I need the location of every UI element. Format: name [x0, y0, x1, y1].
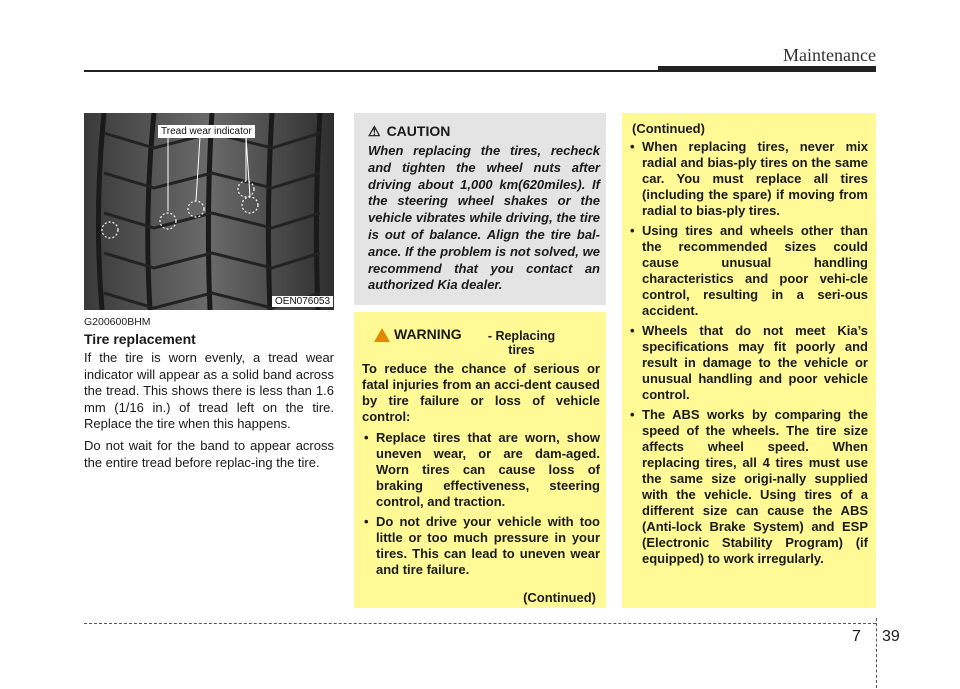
warning-bullet-list	[362, 430, 600, 582]
warning-triangle-icon	[374, 328, 390, 342]
caution-text: When replacing the tires, recheck and tighten the wheel nuts after driving about 1,000 km(620miles). If the steering wheel shakes or the vehicle vibrates while driving, the tire is out of balance. Align the tire bal-ance. If the problem is not solved, we recommend that you contact an authorized Kia dealer.	[368, 143, 600, 293]
header-rule-accent	[658, 66, 876, 71]
footer-rule	[84, 623, 876, 624]
page-header-title: Maintenance	[783, 45, 876, 65]
continued-heading: (Continued)	[632, 121, 705, 136]
warning-title: WARNING	[394, 326, 462, 342]
list-item: • When replacing tires, never mix radial and bias-ply tires on the same car. You must replace all tires (including the spare) if moving from radial to bias-ply tires.	[628, 139, 868, 219]
caution-box	[354, 113, 606, 305]
footer-divider	[876, 618, 877, 688]
figure-code: OEN076053	[272, 296, 333, 307]
tread-indicator-callout: Tread wear indicator	[158, 125, 255, 138]
list-item: • Using tires and wheels other than the recommended sizes could cause unusual handling characteristics and poor vehi-cle control, resulting in a seri-ous accident.	[628, 223, 868, 319]
body-paragraph: If the tire is worn evenly, a tread wear indicator will appear as a solid band across the tread. This shows there is less than 1.6 mm (1/16 in.) of tread left on the tire. Replace the tire when this happens.	[84, 350, 334, 431]
list-item: • Wheels that do not meet Kia’s specifications may fit poorly and result in damage to the vehicle or unusual handling and poor vehicle control.	[628, 323, 868, 403]
list-item: • The ABS works by comparing the speed of the wheels. The tire size affects wheel speed. When replacing tires, all 4 tires must use the same size origi-nally supplied with the vehicle. Using tires of a different size can cause the ABS (Anti-lock Brake System) and ESP (Electronic Stability Program) (if equipped) to work irregularly.	[628, 407, 868, 567]
warning-triangle-icon: ⚠	[368, 123, 381, 139]
section-title: Tire replacement	[84, 331, 196, 347]
section-code: G200600BHM	[84, 316, 151, 328]
tire-tread-photo	[84, 113, 334, 310]
warning-box	[354, 312, 606, 608]
chapter-number: 7	[852, 628, 861, 645]
warning-intro: To reduce the chance of serious or fatal injuries from an acci-dent caused by tire failure or loss of vehicle control:	[362, 361, 600, 424]
list-item: • Replace tires that are worn, show uneven wear, or are dam-aged. Worn tires can cause loss of braking effectiveness, steering control, and traction.	[362, 430, 600, 510]
body-paragraph: Do not wait for the band to appear across the entire tread before replac-ing the tire.	[84, 438, 334, 470]
caution-heading	[368, 123, 450, 140]
caution-title: CAUTION	[386, 123, 451, 139]
warning-continued-box	[622, 113, 876, 608]
warning-subtitle: - Replacing tires	[487, 329, 556, 357]
list-item: • Do not drive your vehicle with too little or too much pressure in your tires. This can lead to uneven wear and tire failure.	[362, 514, 600, 578]
continued-label: (Continued)	[523, 590, 596, 605]
page-number: 39	[882, 628, 900, 645]
continued-bullet-list	[628, 139, 868, 571]
